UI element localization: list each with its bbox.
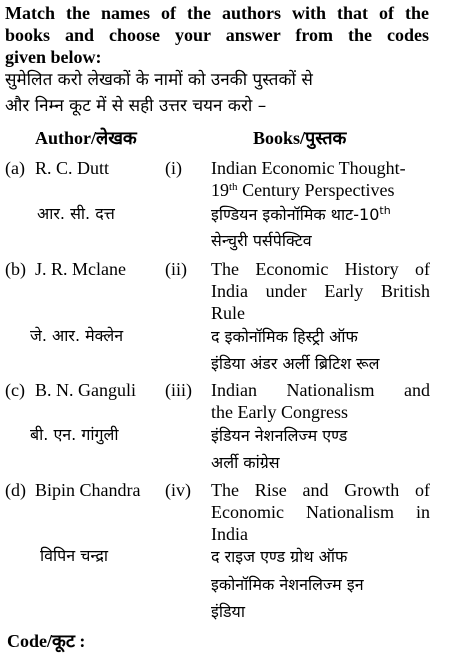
books-column-header: Books/पुस्तक [253,128,347,148]
instruction-line-3: given below: [5,47,102,67]
row-c-book-hindi-line-1: इंडियन नेशनलिज्म एण्ड [211,426,348,445]
row-c-label: (c) [5,380,25,400]
row-b-author: J. R. Mclane [35,259,126,279]
row-b-label: (b) [5,259,26,279]
author-column-header: Author/लेखक [35,128,137,148]
instruction-hindi-line-1: सुमेलित करो लेखकों के नामों को उनकी पुस्तकों से [5,70,313,90]
row-b-book-line-1: The Economic History of [211,259,430,279]
instruction-hindi-line-2: और निम्न कूट में से सही उत्तर चयन करो – [5,96,267,116]
row-c-book-number: (iii) [165,380,192,400]
row-a-book-hindi-line-1: इण्डियन इकोनॉमिक थाट-10th [211,204,391,224]
row-d-book-number: (iv) [165,480,191,500]
instruction-line-2: books and choose your answer from the codes [5,25,429,45]
row-b-book-hindi-line-1: द इकोनॉमिक हिस्ट्री ऑफ [211,327,358,346]
row-d-label: (d) [5,480,26,500]
row-a-label: (a) [5,158,25,178]
row-c-book-line-1: Indian Nationalism and [211,380,430,400]
row-c-author-hindi: बी. एन. गांगुली [30,425,119,444]
row-a-book-number: (i) [165,158,182,178]
row-d-book-line-1: The Rise and Growth of [211,480,430,500]
row-d-book-line-3: India [211,524,248,544]
row-d-book-hindi-line-1: द राइज एण्ड ग्रोथ ऑफ [211,547,348,566]
row-d-book-hindi-line-2: इकोनॉमिक नेशनलिज्म इन [211,575,364,594]
instruction-line-1: Match the names of the authors with that of the [5,3,429,23]
row-c-book-line-2: the Early Congress [211,402,348,422]
row-d-book-line-2: Economic Nationalism in [211,502,430,522]
row-b-book-line-3: Rule [211,303,245,323]
row-b-author-hindi: जे. आर. मेक्लेन [30,326,124,345]
row-d-author-hindi: विपिन चन्द्रा [40,546,108,565]
row-a-author: R. C. Dutt [35,158,110,178]
row-d-author: Bipin Chandra [35,480,141,500]
row-a-author-hindi: आर. सी. दत्त [37,204,115,223]
row-b-book-number: (ii) [165,259,187,279]
row-b-book-hindi-line-2: इंडिया अंडर अर्ली ब्रिटिश रूल [211,354,380,373]
row-d-book-hindi-line-3: इंडिया [211,602,245,621]
row-a-book-hindi-line-2: सेन्चुरी पर्सपेक्टिव [211,231,312,250]
row-c-author: B. N. Ganguli [35,380,136,400]
row-c-book-hindi-line-2: अर्ली कांग्रेस [211,453,280,472]
row-a-book-line-2: 19th Century Perspectives [211,180,395,200]
row-b-book-line-2: India under Early British [211,281,430,301]
row-a-book-line-1: Indian Economic Thought- [211,158,406,178]
code-label: Code/कूट : [7,631,86,651]
